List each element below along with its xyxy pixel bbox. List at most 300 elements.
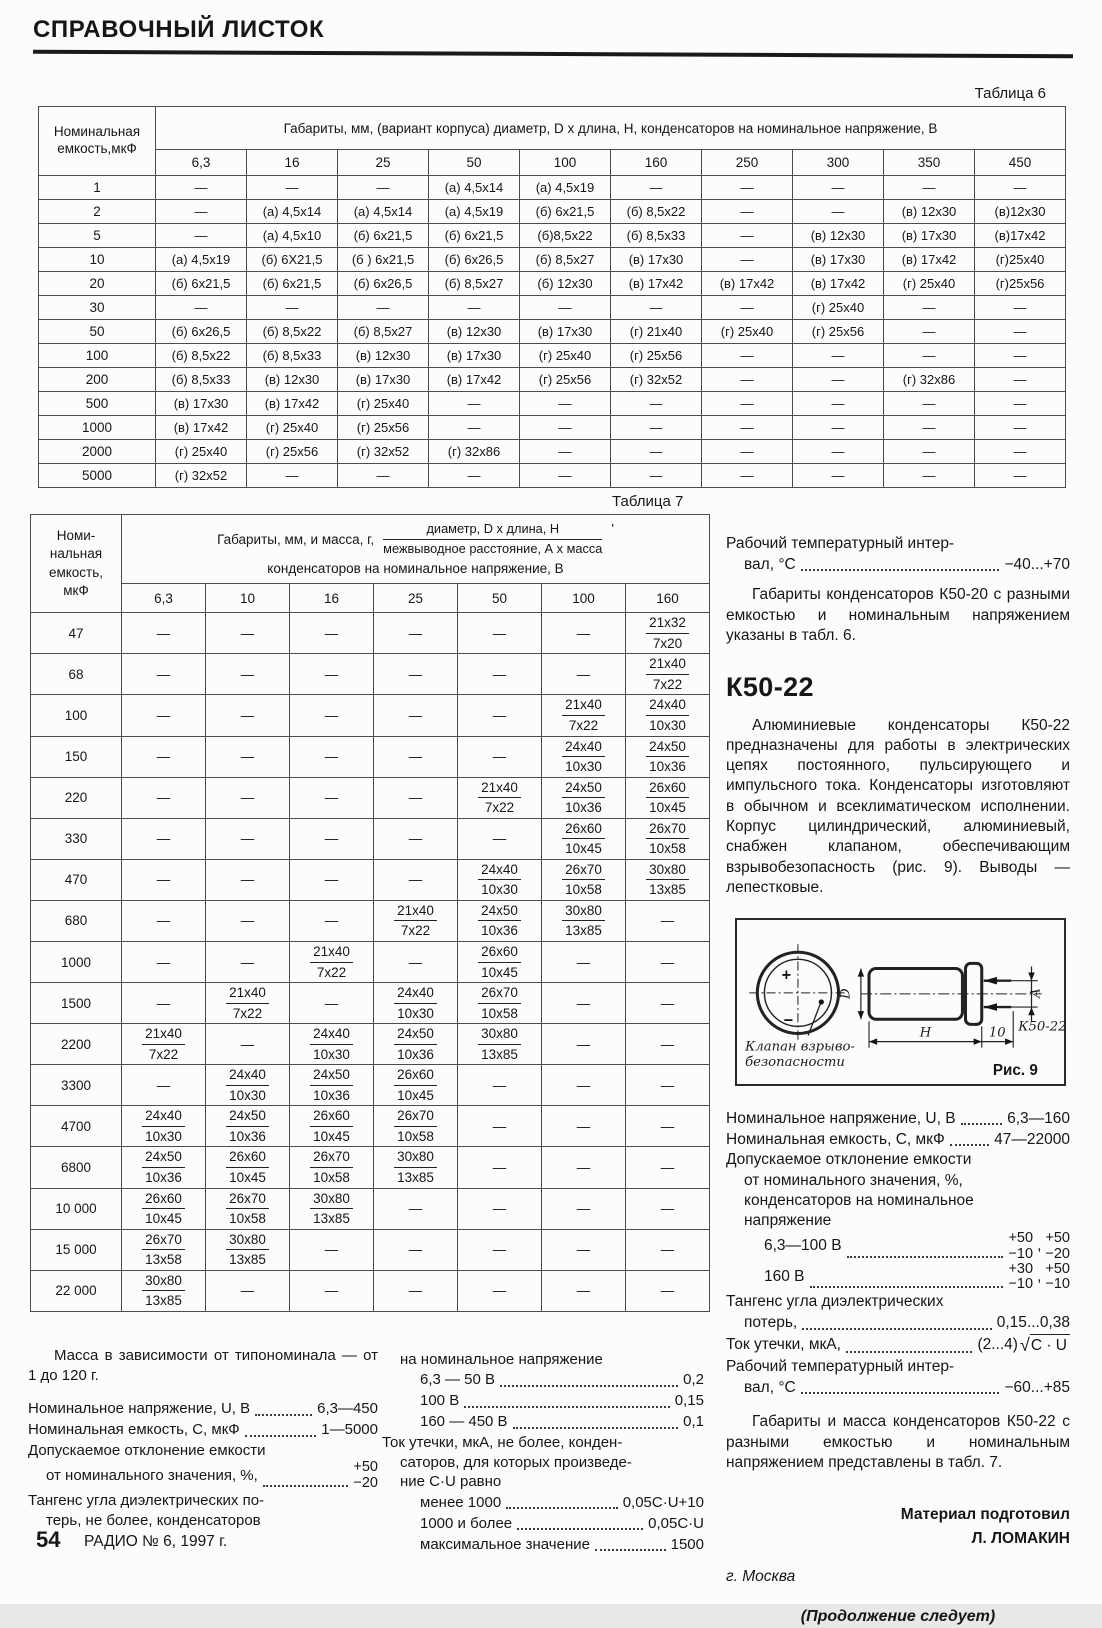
spec-value xyxy=(1008,1231,1070,1261)
table-cell: — xyxy=(611,416,702,440)
city: г. Москва xyxy=(726,1567,796,1585)
spec-label: 1000 и более xyxy=(420,1514,513,1532)
column-header: 450 xyxy=(975,150,1066,176)
tolerance-plus: +50 xyxy=(353,1459,378,1476)
byline-role: Материал подготовил xyxy=(900,1506,1070,1524)
dimensions-value: 30х80 xyxy=(394,1148,437,1168)
table-cell: — xyxy=(702,416,793,440)
spacing-mass-value: 10х36 xyxy=(565,800,602,816)
table-row xyxy=(31,1229,710,1270)
spacing-mass-value: 10х30 xyxy=(313,1046,350,1062)
table-row xyxy=(39,200,1066,224)
column-header: 100 xyxy=(520,150,611,176)
spec-label: 100 В xyxy=(420,1392,460,1410)
column-header: 50 xyxy=(429,150,520,176)
table-cell: (г) 25х40 xyxy=(884,272,975,296)
dimension-mass-fraction xyxy=(646,696,689,734)
table-cell: — xyxy=(793,464,884,488)
spec-label: 6,3—100 В xyxy=(764,1237,842,1255)
table-cell: (в) 17х30 xyxy=(156,392,247,416)
table-cell: — xyxy=(458,1188,542,1229)
table-cell: (б)8,5х22 xyxy=(520,224,611,248)
table-cell: — xyxy=(206,818,290,859)
page-title: СПРАВОЧНЫЙ ЛИСТОК xyxy=(33,16,325,43)
table-cell xyxy=(206,1229,290,1270)
table-cell: — xyxy=(290,900,374,941)
bottom-middle-column xyxy=(382,1350,704,1555)
dotted-leader xyxy=(802,1328,992,1330)
table-cell xyxy=(542,695,626,736)
footnote-tick: ' xyxy=(611,521,614,536)
spec-line xyxy=(28,1420,378,1441)
table-cell: (в)17х42 xyxy=(975,224,1066,248)
spec-line xyxy=(726,1262,1070,1292)
table-cell: — xyxy=(884,176,975,200)
table-cell: — xyxy=(458,695,542,736)
table-cell: — xyxy=(458,1147,542,1188)
table-cell: (в) 17х42 xyxy=(793,272,884,296)
spec-text-line: Рабочий температурный интер- xyxy=(726,1358,955,1376)
spacing-mass-value: 10х58 xyxy=(649,841,686,857)
dimensions-value: 26х70 xyxy=(394,1107,437,1127)
spacing-mass-value: 13х58 xyxy=(145,1252,182,1268)
dimensions-value: 24х40 xyxy=(562,738,605,758)
table-cell: (в) 12х30 xyxy=(884,200,975,224)
row-capacity: 10 000 xyxy=(31,1188,122,1229)
table-cell xyxy=(374,900,458,941)
dimension-mass-fraction xyxy=(478,861,521,899)
column-header: 6,3 xyxy=(122,584,206,613)
table-cell: — xyxy=(884,416,975,440)
table-row xyxy=(39,272,1066,296)
arrowhead xyxy=(858,969,864,977)
spec-line xyxy=(382,1370,704,1391)
table-row xyxy=(31,1147,710,1188)
dimensions-value: 24х40 xyxy=(394,984,437,1004)
table-row xyxy=(39,368,1066,392)
table-cell: — xyxy=(156,176,247,200)
table-cell xyxy=(542,777,626,818)
spacing-mass-value: 7х22 xyxy=(400,923,431,939)
row-capacity: 2000 xyxy=(39,440,156,464)
corner-line: емкость, xyxy=(48,564,104,580)
dimension-mass-fraction xyxy=(478,1025,521,1063)
table-cell: — xyxy=(702,248,793,272)
table-row xyxy=(31,613,710,654)
table-cell: — xyxy=(884,392,975,416)
dotted-leader xyxy=(506,1507,618,1509)
table-cell: (б) 6х21,5 xyxy=(520,200,611,224)
dimensions-value: 26х70 xyxy=(142,1231,185,1251)
spec-value: 1—5000 xyxy=(321,1421,378,1439)
table-cell xyxy=(122,1106,206,1147)
table-cell: — xyxy=(374,736,458,777)
table-cell: — xyxy=(338,176,429,200)
spacing-mass-value: 13х85 xyxy=(145,1293,182,1309)
table6-body xyxy=(39,176,1066,488)
table-cell: — xyxy=(374,1229,458,1270)
table-cell xyxy=(206,1188,290,1229)
spec-label: менее 1000 xyxy=(420,1493,502,1511)
corner-line: Номи- xyxy=(56,528,96,544)
column-header: 25 xyxy=(338,150,429,176)
table-row xyxy=(31,777,710,818)
table-cell: (б) 8,5х22 xyxy=(611,200,702,224)
lead-taper xyxy=(984,977,997,985)
table-cell: — xyxy=(975,416,1066,440)
table-cell: — xyxy=(611,464,702,488)
table-cell: — xyxy=(626,1270,710,1311)
table-cell: — xyxy=(702,392,793,416)
spacing-mass-value: 10х36 xyxy=(229,1128,266,1144)
dimensions-value: 26х70 xyxy=(310,1148,353,1168)
spacing-mass-value: 7х22 xyxy=(316,964,347,980)
dimension-mass-fraction xyxy=(310,1190,353,1228)
dimension-mass-fraction xyxy=(310,1025,353,1063)
table6-span-header: Габариты, мм, (вариант корпуса) диаметр, D х длина, Н, конденсаторов на номинальное напряжение, В xyxy=(156,107,1066,150)
table-cell: — xyxy=(458,1229,542,1270)
table-cell: (б) 6х26,5 xyxy=(338,272,429,296)
table-cell xyxy=(206,1147,290,1188)
spacing-mass-value: 10х58 xyxy=(397,1128,434,1144)
table-cell: — xyxy=(520,392,611,416)
row-capacity: 1500 xyxy=(31,983,122,1024)
spec-label: Номинальная емкость, С, мкФ xyxy=(28,1421,240,1439)
table-cell: — xyxy=(206,777,290,818)
dimension-mass-fraction xyxy=(646,779,689,817)
tolerance-fraction xyxy=(1008,1231,1033,1261)
row-capacity: 330 xyxy=(31,818,122,859)
dotted-leader xyxy=(950,1144,989,1146)
table-cell: — xyxy=(793,344,884,368)
table-cell: — xyxy=(374,695,458,736)
table-cell: — xyxy=(206,613,290,654)
table-cell: — xyxy=(122,1065,206,1106)
table-row xyxy=(39,248,1066,272)
dimensions-value: 30х80 xyxy=(226,1231,269,1251)
spacing-mass-value: 7х22 xyxy=(652,676,683,692)
k50-22-intro: Алюминиевые конденсаторы К50-22 предназначены для работы в электрических цепях постоянного, пульсирующего и импульсного тока. Конденсаторы изготовляют в обычном и всеклиматическом исполнении. Корпус цилиндрический, алюминиевый, снабжен клапаном, обеспечивающим взрывобезопасность (рис. 9). Выводы — лепестковые. xyxy=(726,716,1070,896)
table-cell: — xyxy=(290,695,374,736)
spec-label: потерь, xyxy=(744,1313,798,1331)
row-capacity: 3300 xyxy=(31,1065,122,1106)
table-cell: (в) 17х30 xyxy=(429,344,520,368)
table-cell: — xyxy=(975,392,1066,416)
row-capacity: 5 xyxy=(39,224,156,248)
spacing-mass-value: 7х22 xyxy=(148,1046,179,1062)
spec-label: 6,3 — 50 В xyxy=(420,1371,496,1389)
table-cell: — xyxy=(374,1270,458,1311)
spec-label: Номинальное напряжение, U, В xyxy=(28,1400,251,1418)
table-cell: — xyxy=(702,344,793,368)
table-cell: — xyxy=(626,1024,710,1065)
spec-label: 160 — 450 В xyxy=(420,1413,508,1431)
table-cell xyxy=(290,942,374,983)
dotted-leader xyxy=(513,1427,679,1429)
table-cell xyxy=(458,1024,542,1065)
arrowhead xyxy=(858,1011,864,1019)
spec-line xyxy=(382,1513,704,1534)
table-cell: — xyxy=(702,464,793,488)
spacing-mass-value: 10х30 xyxy=(145,1128,182,1144)
table-cell: — xyxy=(542,1188,626,1229)
table-cell xyxy=(290,1024,374,1065)
polarity-minus: − xyxy=(783,1011,794,1030)
spec-value: 0,15 xyxy=(674,1392,704,1410)
spec-label: Номинальная емкость, С, мкФ xyxy=(726,1130,945,1148)
spacing-mass-value: 10х30 xyxy=(229,1087,266,1103)
dimension-mass-fraction xyxy=(646,614,689,652)
dimension-mass-fraction xyxy=(394,984,437,1022)
table-cell: — xyxy=(458,818,542,859)
dimension-mass-fraction xyxy=(562,861,605,899)
lead-taper xyxy=(984,1003,997,1011)
bottom-left-column xyxy=(28,1346,378,1530)
corner-line: нальная xyxy=(49,546,103,562)
table-cell: (в) 17х30 xyxy=(884,224,975,248)
spacing-mass-value: 10х36 xyxy=(481,923,518,939)
dimension-mass-fraction xyxy=(226,1231,269,1269)
spec-text-line: саторов, для которых произведе- xyxy=(400,1453,632,1471)
row-capacity: 2 xyxy=(39,200,156,224)
row-capacity: 22 000 xyxy=(31,1270,122,1311)
sqrt-argument: C · U xyxy=(1030,1334,1070,1356)
table-cell: — xyxy=(122,654,206,695)
dimension-mass-fraction xyxy=(646,655,689,693)
table-cell: — xyxy=(542,983,626,1024)
row-capacity: 2200 xyxy=(31,1024,122,1065)
dimensions-value: 24х50 xyxy=(226,1107,269,1127)
dimensions-value: 21х40 xyxy=(478,779,521,799)
table-cell: (в) 17х30 xyxy=(520,320,611,344)
dimensions-value: 26х60 xyxy=(226,1148,269,1168)
row-capacity: 470 xyxy=(31,859,122,900)
table-row xyxy=(39,464,1066,488)
dimensions-value: 24х40 xyxy=(646,696,689,716)
dotted-leader xyxy=(801,1392,1000,1394)
table-row xyxy=(31,859,710,900)
spec-line xyxy=(726,1231,1070,1261)
table-cell: — xyxy=(122,613,206,654)
table-cell: — xyxy=(374,1188,458,1229)
table-cell: — xyxy=(520,464,611,488)
table-cell: — xyxy=(702,176,793,200)
table-cell: (б) 6х21,5 xyxy=(429,224,520,248)
dimension-mass-fraction xyxy=(310,1148,353,1186)
column-header: 350 xyxy=(884,150,975,176)
mass-note: Масса в зависимости от типономинала — от 1 до 120 г. xyxy=(28,1347,378,1384)
column-header: 25 xyxy=(374,584,458,613)
section-heading-k50-22: К50-22 xyxy=(726,672,814,703)
valve-label-line1: Клапан взрыво- xyxy=(745,1039,855,1055)
table-cell: (а) 4,5х14 xyxy=(338,200,429,224)
table-cell: — xyxy=(290,613,374,654)
valve-label-line2: безопасности xyxy=(745,1055,845,1071)
tolerance-fraction xyxy=(1008,1262,1033,1292)
dimension-mass-fraction xyxy=(142,1272,185,1310)
table-cell xyxy=(122,1270,206,1311)
table-cell: — xyxy=(542,1024,626,1065)
spec-label: Номинальное напряжение, U, В xyxy=(726,1109,956,1127)
table-cell: — xyxy=(206,1024,290,1065)
column-header: 16 xyxy=(290,584,374,613)
table-cell xyxy=(290,1106,374,1147)
dim-label-h: Н xyxy=(919,1025,932,1041)
spacing-mass-value: 10х58 xyxy=(481,1005,518,1021)
dotted-leader xyxy=(517,1528,643,1530)
spacing-mass-value: 10х58 xyxy=(313,1170,350,1186)
dimension-mass-fraction xyxy=(310,1066,353,1104)
table-cell: — xyxy=(884,464,975,488)
table-cell: (а) 4,5х19 xyxy=(429,200,520,224)
column-header: 16 xyxy=(247,150,338,176)
table-cell: — xyxy=(156,200,247,224)
spacing-mass-value: 10х45 xyxy=(229,1170,266,1186)
table-cell: — xyxy=(793,176,884,200)
spacing-mass-value: 10х45 xyxy=(397,1087,434,1103)
dimension-mass-fraction xyxy=(562,902,605,940)
dimension-mass-fraction xyxy=(226,1107,269,1145)
dimension-mass-fraction xyxy=(226,1148,269,1186)
table-row xyxy=(31,736,710,777)
dimensions-value: 21х40 xyxy=(226,984,269,1004)
spec-value: 0,05C·U+10 xyxy=(622,1493,704,1511)
table-cell: — xyxy=(702,440,793,464)
table-cell: — xyxy=(520,440,611,464)
row-capacity: 50 xyxy=(39,320,156,344)
table-cell: — xyxy=(247,296,338,320)
dimension-mass-fraction xyxy=(478,984,521,1022)
table-cell: (г) 32х86 xyxy=(884,368,975,392)
table-cell: (г) 25х56 xyxy=(338,416,429,440)
spacing-mass-value: 10х45 xyxy=(145,1211,182,1227)
dimensions-value: 26х60 xyxy=(142,1190,185,1210)
spec-text-line: на номинальное напряжение xyxy=(400,1351,603,1368)
column-header: 160 xyxy=(626,584,710,613)
tolerance-minus: −10 xyxy=(1008,1245,1034,1262)
table-cell xyxy=(122,1024,206,1065)
table-cell: — xyxy=(290,654,374,695)
table-cell xyxy=(122,1229,206,1270)
dim-label-10: 10 xyxy=(988,1025,1006,1041)
table-cell: — xyxy=(122,736,206,777)
spec-value: −60...+85 xyxy=(1004,1378,1070,1396)
spacing-mass-value: 10х30 xyxy=(481,882,518,898)
table-cell xyxy=(290,1065,374,1106)
table-cell: — xyxy=(247,464,338,488)
tolerance-plus: +50 xyxy=(1045,1260,1070,1277)
table-cell xyxy=(626,859,710,900)
spec-label: 160 В xyxy=(764,1267,805,1285)
dimensions-value: 30х80 xyxy=(562,902,605,922)
table-cell: — xyxy=(975,368,1066,392)
table-cell: — xyxy=(290,777,374,818)
dimension-mass-fraction xyxy=(562,738,605,776)
table-cell xyxy=(626,736,710,777)
table-cell: — xyxy=(975,176,1066,200)
table7-body xyxy=(31,613,710,1312)
table-cell: — xyxy=(702,296,793,320)
table6-column-headers xyxy=(39,150,1066,176)
spacing-mass-value: 10х30 xyxy=(565,759,602,775)
spec-label: Ток утечки, мкА, xyxy=(726,1336,841,1354)
k50-22-specs xyxy=(726,1108,1070,1398)
table-cell: — xyxy=(458,613,542,654)
table-cell: — xyxy=(884,344,975,368)
table-cell: (в) 17х42 xyxy=(611,272,702,296)
table-cell: — xyxy=(206,942,290,983)
column-header: 300 xyxy=(793,150,884,176)
table-cell: (г)25х40 xyxy=(975,248,1066,272)
table-cell xyxy=(458,942,542,983)
column-header: 10 xyxy=(206,584,290,613)
table-cell: (г) 25х40 xyxy=(247,416,338,440)
dimensions-value: 30х80 xyxy=(646,861,689,881)
dimensions-value: 26х70 xyxy=(226,1190,269,1210)
spec-text-line: Допускаемое отклонение емкости xyxy=(28,1441,266,1459)
column-header: 6,3 xyxy=(156,150,247,176)
table-cell: — xyxy=(374,654,458,695)
table-cell: — xyxy=(290,1229,374,1270)
table-row xyxy=(39,176,1066,200)
table-cell: (б ) 6х21,5 xyxy=(338,248,429,272)
dimensions-value: 26х60 xyxy=(562,820,605,840)
spacing-mass-value: 10х36 xyxy=(313,1087,350,1103)
spec-text-line: конденсаторов на номинальное xyxy=(744,1191,974,1209)
spacing-mass-value: 10х36 xyxy=(397,1046,434,1062)
table-cell: (г) 25х56 xyxy=(793,320,884,344)
polarity-plus: + xyxy=(781,966,792,985)
spacing-mass-value: 10х58 xyxy=(565,882,602,898)
dotted-leader xyxy=(961,1123,1003,1125)
table-row xyxy=(31,1270,710,1311)
dimensions-value: 24х40 xyxy=(142,1107,185,1127)
table-cell: — xyxy=(520,416,611,440)
spacing-mass-value: 10х30 xyxy=(649,717,686,733)
table7-column-headers xyxy=(31,584,710,613)
dimension-mass-fraction xyxy=(394,902,437,940)
row-capacity: 15 000 xyxy=(31,1229,122,1270)
table-cell: (б) 6х21,5 xyxy=(338,224,429,248)
table-cell xyxy=(458,859,542,900)
column-header: 100 xyxy=(542,584,626,613)
table-cell xyxy=(290,1188,374,1229)
byline-author: Л. ЛОМАКИН xyxy=(971,1529,1070,1547)
row-capacity: 1000 xyxy=(39,416,156,440)
row-capacity: 1000 xyxy=(31,942,122,983)
spacing-mass-value: 13х85 xyxy=(649,882,686,898)
dimensions-value: 21х40 xyxy=(142,1025,185,1045)
table-row xyxy=(31,900,710,941)
table-cell: — xyxy=(290,818,374,859)
sqrt-sign: √ xyxy=(1019,1334,1030,1355)
right-column xyxy=(726,534,1070,1628)
table-cell: (а) 4,5х10 xyxy=(247,224,338,248)
table-cell: — xyxy=(542,1106,626,1147)
table-cell: — xyxy=(206,1270,290,1311)
dimensions-value: 26х60 xyxy=(646,779,689,799)
table-row xyxy=(39,440,1066,464)
table-cell: (б) 8,5х33 xyxy=(156,368,247,392)
spec-line xyxy=(382,1412,704,1433)
spec-value: 0,05C·U xyxy=(648,1514,704,1532)
dimensions-value: 21х40 xyxy=(646,655,689,675)
table7-caption: Таблица 7 xyxy=(612,493,684,510)
table-cell: — xyxy=(884,440,975,464)
dimension-mass-fraction xyxy=(394,1066,437,1104)
dimensions-value: 26х70 xyxy=(562,861,605,881)
k50-20-note: Габариты конденсаторов К50-20 с разными емкостью и номинальным напряжением указаны в табл. 6. xyxy=(726,586,1070,644)
